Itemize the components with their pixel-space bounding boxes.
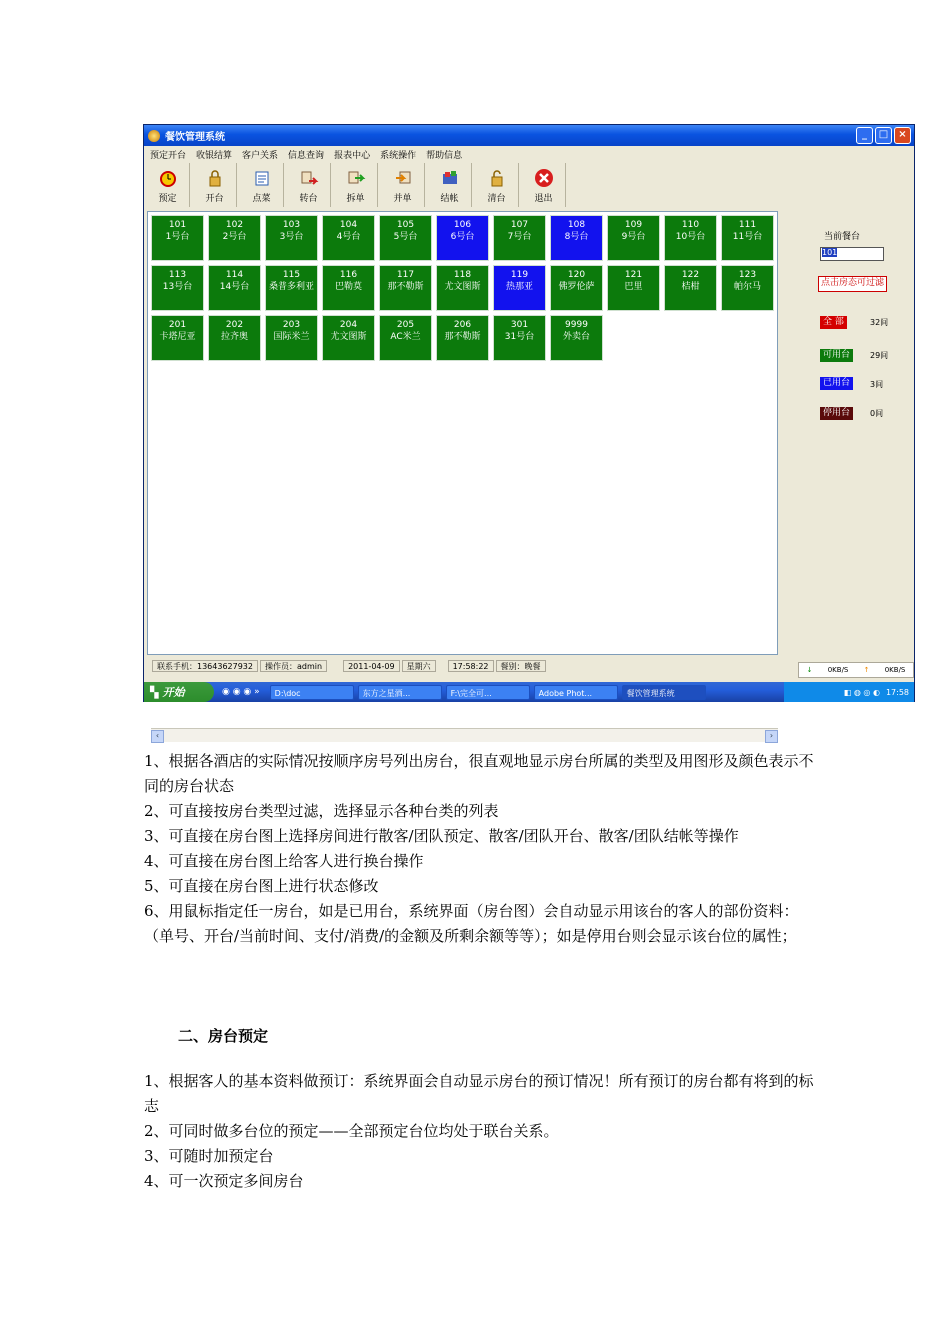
feature-item: 6、用鼠标指定任一房台，如是已用台，系统界面（房台图）会自动显示用该台的客人的部份资料：（单号、开台/当前时间、支付/消费/的金额及所剩余额等等）；如是停用台则会显示该台位的属性； (144, 902, 799, 945)
table-tile-202[interactable] (208, 315, 261, 361)
table-tile-301[interactable] (493, 315, 546, 361)
feature-item: 1、根据各酒店的实际情况按顺序房号列出房台，很直观地显示房台所属的类型及用图形及颜色表示不同的房台状态 (144, 752, 814, 795)
status-phone: 联系手机：13643627932 (152, 660, 258, 672)
task-word-doc[interactable]: 东方之星酒... (358, 685, 442, 700)
table-tile-118[interactable] (436, 265, 489, 311)
clear-icon (487, 168, 507, 188)
table-number: 101 (168, 220, 187, 230)
table-name: 尤文图斯 (330, 332, 367, 342)
table-name: 1号台 (165, 232, 190, 242)
alarm-clock-icon (158, 168, 178, 188)
table-number: 115 (282, 270, 301, 280)
table-tile-121[interactable] (607, 265, 660, 311)
open-table-button[interactable]: 开台 (193, 163, 237, 207)
table-number: 108 (567, 220, 586, 230)
tray-clock: 17:58 (885, 687, 909, 697)
menu-item-reserve[interactable]: 预定开台 (150, 150, 187, 161)
legend-occupied[interactable]: 已用台 (820, 377, 853, 390)
table-number: 204 (339, 320, 358, 330)
table-name: 7号台 (507, 232, 532, 242)
exit-button[interactable]: 退出 (522, 163, 566, 207)
table-name: 那不勒斯 (387, 282, 424, 292)
table-number: 122 (681, 270, 700, 280)
legend-occupied-count: 3间 (870, 380, 884, 389)
table-name: 那不勒斯 (444, 332, 481, 342)
legend-all[interactable]: 全 部 (820, 316, 847, 329)
download-arrow-icon: ↓ (806, 666, 813, 674)
section-heading: 二、房台预定 (178, 1027, 269, 1045)
transfer-table-button[interactable]: 转台 (287, 163, 331, 207)
split-bill-button[interactable]: 拆单 (334, 163, 378, 207)
feature-list-2 (144, 1069, 814, 1194)
feature-item: 3、可随时加预定台 (144, 1147, 274, 1165)
scroll-right-icon[interactable]: › (765, 730, 778, 743)
table-name: 11号台 (732, 232, 763, 242)
windows-logo-icon: ▚ (150, 685, 159, 699)
maximize-button[interactable]: □ (875, 127, 892, 144)
table-number: 107 (510, 220, 529, 230)
menu-bar (144, 146, 914, 162)
title-bar (144, 125, 914, 146)
table-number: 111 (738, 220, 757, 230)
table-name: 9号台 (621, 232, 646, 242)
task-photoshop[interactable]: Adobe Phot... (534, 685, 618, 700)
table-name: 桑普多利亚 (268, 282, 314, 292)
menu-item-cashier[interactable]: 收银结算 (196, 150, 233, 161)
table-name: 31号台 (504, 332, 535, 342)
table-tile-110[interactable] (664, 215, 717, 261)
scroll-left-icon[interactable]: ‹ (151, 730, 164, 743)
windows-taskbar (144, 682, 914, 702)
feature-item: 4、可直接在房台图上给客人进行换台操作 (144, 852, 424, 870)
table-number: 123 (738, 270, 757, 280)
clear-table-button[interactable]: 清台 (475, 163, 519, 207)
app-icon (148, 130, 160, 142)
reserve-button[interactable]: 预定 (146, 163, 190, 207)
network-monitor (798, 662, 914, 678)
menu-icon (252, 168, 272, 188)
checkout-icon (440, 168, 460, 188)
close-button[interactable]: × (894, 127, 911, 144)
merge-bill-button[interactable]: 并单 (381, 163, 425, 207)
table-name: 拉齐奥 (220, 332, 248, 342)
net-up-speed: 0KB/S (884, 666, 906, 674)
tray-icons[interactable]: ◧ ◍ ◎ ◐ (843, 687, 880, 697)
table-tile-107[interactable] (493, 215, 546, 261)
table-number: 105 (396, 220, 415, 230)
table-tile-9999[interactable] (550, 315, 603, 361)
horizontal-scrollbar[interactable] (151, 728, 778, 742)
table-tile-102[interactable] (208, 215, 261, 261)
table-tile-119[interactable] (493, 265, 546, 311)
table-tile-113[interactable] (151, 265, 204, 311)
table-number: 114 (225, 270, 244, 280)
table-name: AC米兰 (390, 332, 421, 342)
table-tile-101[interactable] (151, 215, 204, 261)
table-tile-108[interactable] (550, 215, 603, 261)
table-name: 尤文图斯 (444, 282, 481, 292)
current-table-label: 当前餐台 (824, 232, 861, 242)
feature-item: 3、可直接在房台图上选择房间进行散客/团队预定、散客/团队开台、散客/团队结帐等操作 (144, 827, 739, 845)
window-title: 餐饮管理系统 (165, 132, 225, 143)
table-number: 117 (396, 270, 415, 280)
table-tile-206[interactable] (436, 315, 489, 361)
table-number: 104 (339, 220, 358, 230)
filter-by-status-button[interactable]: 点击房态可过滤 (818, 276, 887, 292)
table-name: 6号台 (450, 232, 475, 242)
table-name: 13号台 (162, 282, 193, 292)
task-restaurant-app[interactable]: 餐饮管理系统 (622, 685, 706, 700)
table-tile-106[interactable] (436, 215, 489, 261)
table-number: 119 (510, 270, 529, 280)
table-number: 103 (282, 220, 301, 230)
table-tile-111[interactable] (721, 215, 774, 261)
lock-icon (205, 168, 225, 188)
task-folder-f[interactable]: F:\完全可... (446, 685, 530, 700)
quick-launch-icons[interactable]: ◉ ◉ ◉ » (222, 687, 260, 697)
table-tile-122[interactable] (664, 265, 717, 311)
minimize-button[interactable]: _ (856, 127, 873, 144)
app-screenshot (143, 124, 915, 740)
table-name: 佛罗伦萨 (558, 282, 595, 292)
table-number: 205 (396, 320, 415, 330)
upload-arrow-icon: ↑ (863, 666, 870, 674)
table-name: 热那亚 (505, 282, 533, 292)
feature-item: 4、可一次预定多间房台 (144, 1172, 304, 1190)
feature-item: 2、可直接按房台类型过滤，选择显示各种台类的列表 (144, 802, 499, 820)
table-name: 外卖台 (562, 332, 590, 342)
table-number: 203 (282, 320, 301, 330)
table-tile-123[interactable] (721, 265, 774, 311)
table-name: 卡塔尼亚 (159, 332, 196, 342)
feature-item: 1、根据客人的基本资料做预订：系统界面会自动显示房台的预订情况！所有预订的房台都有将到的标志 (144, 1072, 814, 1115)
table-number: 102 (225, 220, 244, 230)
table-name: 14号台 (219, 282, 250, 292)
table-name: 8号台 (564, 232, 589, 242)
menu-item-reports[interactable]: 报表中心 (334, 150, 371, 161)
order-dishes-button[interactable]: 点菜 (240, 163, 284, 207)
feature-item: 2、可同时做多台位的预定——全部预定台位均处于联台关系。 (144, 1122, 559, 1140)
table-name: 3号台 (279, 232, 304, 242)
table-number: 9999 (565, 320, 588, 330)
table-name: 4号台 (336, 232, 361, 242)
status-time: 17:58:22 (448, 660, 494, 672)
checkout-button[interactable]: 结帐 (428, 163, 472, 207)
table-tile-205[interactable] (379, 315, 432, 361)
start-button[interactable]: ▚ 开始 (144, 682, 214, 702)
feature-list-1 (144, 749, 814, 949)
table-name: 5号台 (393, 232, 418, 242)
table-number: 121 (624, 270, 643, 280)
feature-item: 5、可直接在房台图上进行状态修改 (144, 877, 379, 895)
merge-icon (393, 168, 413, 188)
side-panel (780, 211, 913, 655)
table-tile-117[interactable] (379, 265, 432, 311)
transfer-icon (299, 168, 319, 188)
toolbar (146, 163, 569, 209)
table-number: 301 (510, 320, 529, 330)
net-down-speed: 0KB/S (827, 666, 849, 674)
table-number: 106 (453, 220, 472, 230)
menu-item-customers[interactable]: 客户关系 (242, 150, 279, 161)
table-tile-201[interactable] (151, 315, 204, 361)
exit-icon (534, 168, 554, 188)
legend-available[interactable]: 可用台 (820, 349, 853, 362)
table-tile-114[interactable] (208, 265, 261, 311)
legend-available-count: 29间 (870, 351, 889, 360)
legend-disabled-count: 0间 (870, 409, 884, 418)
table-name: 国际米兰 (273, 332, 310, 342)
split-icon (346, 168, 366, 188)
table-number: 118 (453, 270, 472, 280)
table-name: 巴里 (624, 282, 643, 292)
table-name: 2号台 (222, 232, 247, 242)
table-number: 206 (453, 320, 472, 330)
legend-all-count: 32间 (870, 318, 889, 327)
table-number: 120 (567, 270, 586, 280)
status-operator: 操作员：admin (260, 660, 327, 672)
table-number: 202 (225, 320, 244, 330)
table-tile-105[interactable] (379, 215, 432, 261)
table-tile-120[interactable] (550, 265, 603, 311)
legend-disabled[interactable]: 停用台 (820, 407, 853, 420)
system-tray (784, 682, 914, 702)
table-name: 桔柑 (681, 282, 700, 292)
table-number: 109 (624, 220, 643, 230)
current-table-input[interactable]: 101 (820, 247, 884, 261)
menu-item-query[interactable]: 信息查询 (288, 150, 325, 161)
table-number: 110 (681, 220, 700, 230)
table-tile-104[interactable] (322, 215, 375, 261)
table-tile-103[interactable] (265, 215, 318, 261)
table-name: 帕尔马 (733, 282, 761, 292)
status-meal: 餐别：晚餐 (496, 660, 546, 672)
table-tile-115[interactable] (265, 265, 318, 311)
table-number: 116 (339, 270, 358, 280)
table-number: 201 (168, 320, 187, 330)
menu-item-help[interactable]: 帮助信息 (426, 150, 463, 161)
table-tile-204[interactable] (322, 315, 375, 361)
table-name: 巴勒莫 (334, 282, 362, 292)
table-tile-116[interactable] (322, 265, 375, 311)
status-weekday: 星期六 (402, 660, 436, 672)
table-number: 113 (168, 270, 187, 280)
task-doc-folder[interactable]: D:\doc (270, 685, 354, 700)
table-tile-203[interactable] (265, 315, 318, 361)
table-tile-109[interactable] (607, 215, 660, 261)
table-name: 10号台 (675, 232, 706, 242)
menu-item-system[interactable]: 系统操作 (380, 150, 417, 161)
status-date: 2011-04-09 (343, 660, 400, 672)
